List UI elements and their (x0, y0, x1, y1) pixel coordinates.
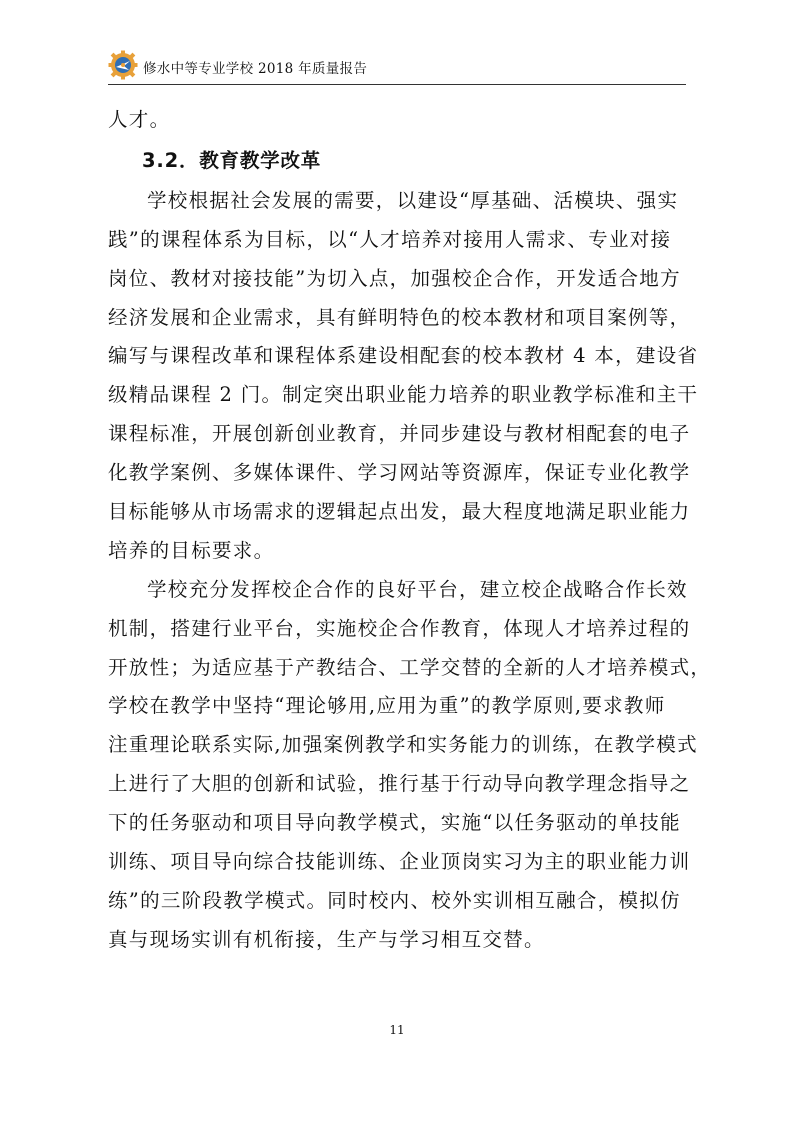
text-line: 级精品课程 2 门。制定突出职业能力培养的职业教学标准和主干 (108, 383, 699, 407)
paragraph-2 (108, 571, 712, 960)
section-heading: 3.2．教育教学改革 (142, 148, 322, 172)
header-divider (108, 84, 686, 85)
text-line: 编写与课程改革和课程体系建设相配套的校本教材 4 本，建设省 (108, 344, 699, 368)
text-line: 学校在教学中坚持“理论够用,应用为重”的教学原则,要求教师 (108, 694, 666, 718)
text-line: 开放性；为适应基于产教结合、工学交替的全新的人才培养模式， (108, 655, 712, 679)
text-line: 机制，搭建行业平台，实施校企合作教育，体现人才培养过程的 (108, 616, 691, 640)
text-line: 训练、项目导向综合技能训练、企业顶岗实习为主的职业能力训 (108, 850, 691, 874)
page-header (108, 50, 708, 82)
text-line: 经济发展和企业需求，具有鲜明特色的校本教材和项目案例等， (108, 305, 691, 329)
text-line: 课程标准，开展创新创业教育，并同步建设与教材相配套的电子 (108, 422, 691, 446)
text-line: 下的任务驱动和项目导向教学模式，实施“以任务驱动的单技能 (108, 811, 681, 835)
text-line: 岗位、教材对接技能”为切入点，加强校企合作，开发适合地方 (108, 266, 681, 290)
lead-line: 人才。 (108, 108, 171, 131)
paragraph-1 (108, 182, 699, 571)
header-title: 修水中等专业学校 2018 年质量报告 (143, 61, 368, 77)
text-line: 践”的课程体系为目标，以“人才培养对接用人需求、专业对接 (108, 227, 672, 251)
text-line: 化教学案例、多媒体课件、学习网站等资源库，保证专业化教学 (108, 461, 691, 485)
text-line: 上进行了大胆的创新和试验，推行基于行动导向教学理念指导之 (108, 772, 691, 796)
text-line: 学校根据社会发展的需要，以建设“厚基础、活模块、强实 (147, 188, 679, 212)
main-content (108, 101, 712, 960)
school-logo-icon (108, 50, 138, 80)
text-line: 培养的目标要求。 (108, 538, 275, 562)
text-line: 学校充分发挥校企合作的良好平台，建立校企战略合作长效 (147, 577, 688, 601)
text-line: 注重理论联系实际,加强案例教学和实务能力的训练，在教学模式 (108, 733, 698, 757)
text-line: 目标能够从市场需求的逻辑起点出发，最大程度地满足职业能力 (108, 500, 691, 524)
text-line: 练”的三阶段教学模式。同时校内、校外实训相互融合，模拟仿 (108, 888, 681, 912)
text-line: 真与现场实训有机衔接，生产与学习相互交替。 (108, 927, 545, 951)
page-number: 11 (389, 1023, 405, 1037)
